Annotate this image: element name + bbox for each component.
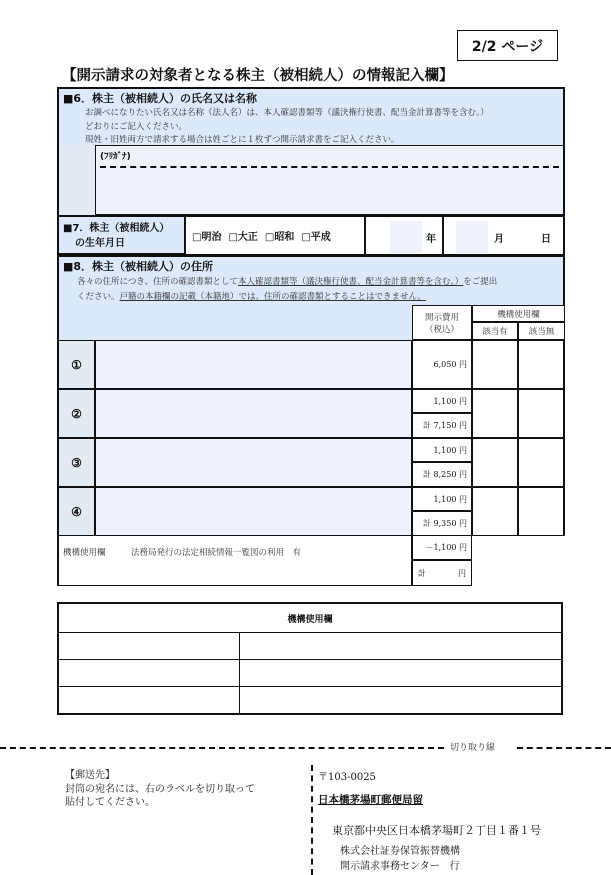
row-number: ②: [57, 389, 95, 438]
applicable-no-cell: [518, 340, 565, 389]
applicable-yes-cell: [472, 340, 518, 389]
mail-recipient: 株式会社証券保管振替機構 開示請求事務センター 行: [340, 846, 460, 872]
applicable-no-cell: [518, 438, 565, 487]
address-field[interactable]: [95, 340, 412, 389]
page-title: 【開示請求の対象者となる株主（被相続人）の情報記入欄】: [62, 68, 454, 84]
row-number: ④: [57, 487, 95, 536]
era-options: [185, 215, 365, 255]
fee-total: 計 7,150 円: [412, 413, 472, 438]
mail-address: 東京都中央区日本橋茅場町２丁目１番１号: [332, 824, 541, 837]
row-number: ③: [57, 438, 95, 487]
cut-line-right: [517, 747, 611, 749]
section6-heading: ■6．株主（被相続人）の氏名又は名称: [63, 92, 258, 105]
address-field[interactable]: [95, 389, 412, 438]
org-use-header: 機構使用欄: [472, 305, 565, 322]
fee-total: 計 8,250 円: [412, 462, 472, 487]
era-heisei-checkbox[interactable]: □平成: [301, 232, 331, 243]
furigana-divider: [100, 166, 559, 168]
org-use-table-title: 機構使用欄: [59, 604, 561, 633]
section8-heading: ■8．株主（被相続人）の住所: [63, 260, 214, 273]
fee-amount: 1,100 円: [412, 487, 472, 511]
cut-line-label: 切り取り線: [450, 743, 496, 753]
page-badge: 2/2 ページ: [457, 30, 558, 61]
era-meiji-checkbox[interactable]: □明治: [192, 232, 222, 243]
applicable-yes-cell: [472, 438, 518, 487]
org-use-text: 法務局発行の法定相続情報一覧図の利用 有: [131, 548, 302, 558]
org-use-row: 機構使用欄 法務局発行の法定相続情報一覧図の利用 有: [57, 535, 412, 586]
era-showa-checkbox[interactable]: □昭和: [264, 232, 295, 243]
fee-amount: 1,100 円: [412, 438, 472, 462]
applicable-no-header: 該当無: [518, 322, 565, 340]
row-number: ①: [57, 340, 95, 389]
org-use-table: [57, 602, 563, 715]
postal-code: 〒103-0025: [318, 772, 376, 783]
total-field[interactable]: 計 円: [412, 560, 472, 586]
furigana-label: (ﾌﾘｶﾞﾅ): [100, 152, 131, 162]
applicable-yes-cell: [472, 487, 518, 536]
fee-amount: 6,050 円: [412, 340, 472, 389]
label-cut-line: [311, 765, 313, 875]
applicable-yes-cell: [472, 389, 518, 438]
month-day-field[interactable]: 月 日: [443, 215, 565, 255]
fee-amount: 1,100 円: [412, 389, 472, 413]
section7-heading: ■7．株主（被相続人） の生年月日: [57, 215, 185, 255]
applicable-no-cell: [518, 389, 565, 438]
section6-note: お調べになりたい氏名又は名称（法人名）は、本人確認書類等（議決権行使書、配当金計算書等を含む。） どおりにご記入ください。 現姓・旧姓両方で請求する場合は姓ごとに１枚ずつ開示請求書をご記入ください。: [85, 108, 489, 145]
section6-header: [57, 87, 565, 145]
section8-note: 各々の住所につき、住所の確認書類として本人確認書類等（議決権行使書、配当金計算書等を含む。）をご提出 ください。戸籍の本籍欄の記載（本籍地）では、住所の確認書類とすることはできません。: [77, 277, 498, 302]
fee-header: 開示費用 （税込）: [412, 305, 472, 340]
address-field[interactable]: [95, 438, 412, 487]
post-office: 日本橋茅場町郵便局留: [318, 794, 423, 806]
address-field[interactable]: [95, 487, 412, 536]
cut-line-left: [0, 747, 444, 749]
applicable-no-cell: [518, 487, 565, 536]
mail-instructions: 【郵送先】 封筒の宛名には、右のラベルを切り取って 貼付してください。: [65, 770, 255, 808]
year-field[interactable]: 年: [365, 215, 443, 255]
fee-total: 計 9,350 円: [412, 511, 472, 536]
era-taisho-checkbox[interactable]: □大正: [228, 232, 258, 243]
applicable-yes-header: 該当有: [472, 322, 518, 340]
name-left-cell: [57, 145, 95, 215]
discount-amount: －1,100 円: [412, 535, 472, 560]
name-field[interactable]: [95, 145, 565, 215]
